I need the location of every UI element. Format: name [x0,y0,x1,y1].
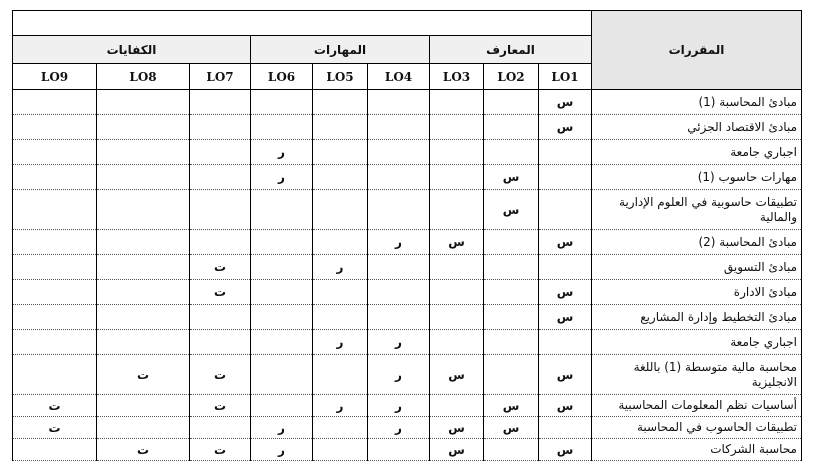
outcome-cell-lo7: ت [190,255,251,280]
outcome-cell-lo1 [539,417,592,439]
outcome-cell-lo6: ر [251,165,313,190]
table-row [13,330,802,355]
outcome-cell-lo2 [484,115,539,140]
outcome-cell-lo5 [313,280,368,305]
outcome-cell-lo5: ر [313,330,368,355]
outcome-cell-lo2 [484,330,539,355]
outcome-cell-lo7 [190,140,251,165]
outcome-cell-lo6 [251,305,313,330]
outcome-cell-lo9 [13,165,97,190]
course-name: تطبيقات حاسوبية في العلوم الإدارية والمالية [592,190,802,230]
outcome-cell-lo8 [97,90,190,115]
outcome-cell-lo3 [430,165,484,190]
outcome-cell-lo7: ت [190,280,251,305]
table-row [13,230,802,255]
outcome-cell-lo5 [313,165,368,190]
outcome-cell-lo2 [484,90,539,115]
outcome-cell-lo9 [13,255,97,280]
table-row [13,190,802,230]
outcome-cell-lo5 [313,140,368,165]
outcome-cell-lo6 [251,230,313,255]
outcome-cell-lo4: ر [368,330,430,355]
outcome-cell-lo1 [539,255,592,280]
outcome-cell-lo4 [368,255,430,280]
outcome-cell-lo8: ت [97,355,190,395]
outcome-cell-lo1 [539,190,592,230]
outcome-cell-lo6 [251,90,313,115]
outcome-cell-lo5 [313,439,368,461]
outcome-cell-lo6 [251,190,313,230]
outcome-cell-lo6: ر [251,140,313,165]
group-header-competencies: الكفايات [13,36,251,64]
group-header-knowledge: المعارف [430,36,592,64]
outcome-cell-lo5 [313,355,368,395]
outcome-cell-lo1 [539,165,592,190]
table-row [13,115,802,140]
outcome-cell-lo8 [97,395,190,417]
outcome-cell-lo4 [368,90,430,115]
outcome-cell-lo1: س [539,230,592,255]
course-name: اجباري جامعة [592,140,802,165]
outcome-cell-lo5: ر [313,395,368,417]
outcome-cell-lo7 [190,330,251,355]
outcome-cell-lo1: س [539,395,592,417]
outcome-cell-lo1: س [539,305,592,330]
lo-header-lo2: LO2 [484,64,539,90]
outcome-cell-lo9 [13,439,97,461]
outcome-cell-lo7 [190,190,251,230]
outcome-cell-lo6 [251,330,313,355]
outcome-cell-lo9: ت [13,417,97,439]
course-name: مبادئ التخطيط وإدارة المشاريع [592,305,802,330]
lo-header-lo5: LO5 [313,64,368,90]
course-learning-outcomes-table [12,10,802,461]
outcome-cell-lo8 [97,115,190,140]
table-row [13,355,802,395]
outcome-cell-lo3 [430,255,484,280]
outcome-cell-lo7: ت [190,395,251,417]
outcome-cell-lo5 [313,305,368,330]
outcome-cell-lo8 [97,417,190,439]
outcome-cell-lo9 [13,280,97,305]
table-row [13,140,802,165]
outcome-cell-lo6 [251,115,313,140]
outcome-cell-lo8 [97,165,190,190]
outcome-cell-lo6 [251,355,313,395]
outcome-cell-lo3 [430,305,484,330]
outcome-cell-lo3 [430,140,484,165]
outcome-cell-lo5 [313,90,368,115]
outcome-cell-lo5: ر [313,255,368,280]
outcome-cell-lo2 [484,439,539,461]
outcome-cell-lo3: س [430,355,484,395]
outcome-cell-lo4 [368,305,430,330]
course-name: أساسيات نظم المعلومات المحاسبية [592,395,802,417]
outcome-cell-lo2 [484,140,539,165]
outcome-cell-lo5 [313,190,368,230]
table-row [13,90,802,115]
course-name: اجباري جامعة [592,330,802,355]
header-spacer [13,11,592,36]
outcome-cell-lo3 [430,190,484,230]
outcome-cell-lo4 [368,280,430,305]
lo-header-lo8: LO8 [97,64,190,90]
outcome-cell-lo3: س [430,230,484,255]
outcome-cell-lo7: ت [190,355,251,395]
outcome-cell-lo5 [313,115,368,140]
outcome-cell-lo9 [13,90,97,115]
outcome-cell-lo2: س [484,417,539,439]
table-row [13,417,802,439]
outcome-cell-lo2: س [484,165,539,190]
outcome-cell-lo8 [97,190,190,230]
outcome-cell-lo4 [368,190,430,230]
outcome-cell-lo7 [190,115,251,140]
course-name: محاسبة مالية متوسطة (1) باللغة الانجليزية [592,355,802,395]
outcome-cell-lo8 [97,330,190,355]
outcome-cell-lo6: ر [251,439,313,461]
outcome-cell-lo9 [13,330,97,355]
outcome-cell-lo8 [97,140,190,165]
outcome-cell-lo7: ت [190,439,251,461]
outcome-cell-lo7 [190,417,251,439]
outcome-cell-lo3: س [430,439,484,461]
course-rows [13,90,802,461]
outcome-cell-lo1 [539,330,592,355]
course-name: مبادئ المحاسبة (1) [592,90,802,115]
outcome-cell-lo4: ر [368,230,430,255]
outcome-cell-lo4 [368,165,430,190]
table-row [13,439,802,461]
outcome-cell-lo5 [313,230,368,255]
outcome-cell-lo4 [368,115,430,140]
outcome-cell-lo5 [313,417,368,439]
outcome-cell-lo4: ر [368,355,430,395]
outcome-cell-lo1: س [539,355,592,395]
table-row [13,305,802,330]
outcome-cell-lo8 [97,280,190,305]
outcome-cell-lo2 [484,230,539,255]
outcome-cell-lo4: ر [368,395,430,417]
course-name: مبادئ الاقتصاد الجزئي [592,115,802,140]
outcome-cell-lo9 [13,305,97,330]
outcome-cell-lo3 [430,90,484,115]
course-name: مبادئ الادارة [592,280,802,305]
lo-header-lo4: LO4 [368,64,430,90]
course-name: تطبيقات الحاسوب في المحاسبة [592,417,802,439]
lo-header-lo1: LO1 [539,64,592,90]
outcome-cell-lo9: ت [13,395,97,417]
course-name: مبادئ التسويق [592,255,802,280]
outcome-cell-lo2 [484,305,539,330]
outcome-cell-lo4 [368,439,430,461]
outcome-cell-lo8: ت [97,439,190,461]
outcome-cell-lo1: س [539,280,592,305]
outcome-cell-lo1: س [539,90,592,115]
outcome-cell-lo9 [13,190,97,230]
outcome-cell-lo9 [13,140,97,165]
outcome-cell-lo4 [368,140,430,165]
outcome-cell-lo3 [430,115,484,140]
outcome-cell-lo1: س [539,115,592,140]
outcome-cell-lo2 [484,355,539,395]
outcome-cell-lo6 [251,395,313,417]
outcome-cell-lo4: ر [368,417,430,439]
lo-header-lo7: LO7 [190,64,251,90]
outcome-cell-lo9 [13,230,97,255]
outcome-cell-lo2 [484,255,539,280]
outcome-cell-lo7 [190,230,251,255]
outcome-cell-lo7 [190,165,251,190]
outcome-cell-lo9 [13,355,97,395]
outcome-cell-lo3 [430,330,484,355]
outcome-cell-lo1: س [539,439,592,461]
outcome-cell-lo8 [97,255,190,280]
outcome-cell-lo1 [539,140,592,165]
outcome-cell-lo6 [251,280,313,305]
course-name: محاسبة الشركات [592,439,802,461]
outcome-cell-lo2: س [484,395,539,417]
outcome-cell-lo3 [430,395,484,417]
lo-header-lo3: LO3 [430,64,484,90]
table-row [13,280,802,305]
outcome-cell-lo7 [190,305,251,330]
courses-header: المقررات [592,11,802,90]
outcome-cell-lo8 [97,305,190,330]
outcome-cell-lo7 [190,90,251,115]
outcome-cell-lo8 [97,230,190,255]
outcome-cell-lo6 [251,255,313,280]
group-header-skills: المهارات [251,36,430,64]
table-row [13,165,802,190]
table-row [13,395,802,417]
outcome-cell-lo3: س [430,417,484,439]
outcome-cell-lo6: ر [251,417,313,439]
outcome-cell-lo2: س [484,190,539,230]
course-name: مبادئ المحاسبة (2) [592,230,802,255]
outcome-cell-lo3 [430,280,484,305]
lo-header-lo9: LO9 [13,64,97,90]
outcome-cell-lo2 [484,280,539,305]
course-name: مهارات حاسوب (1) [592,165,802,190]
table-row [13,255,802,280]
outcome-cell-lo9 [13,115,97,140]
lo-header-lo6: LO6 [251,64,313,90]
